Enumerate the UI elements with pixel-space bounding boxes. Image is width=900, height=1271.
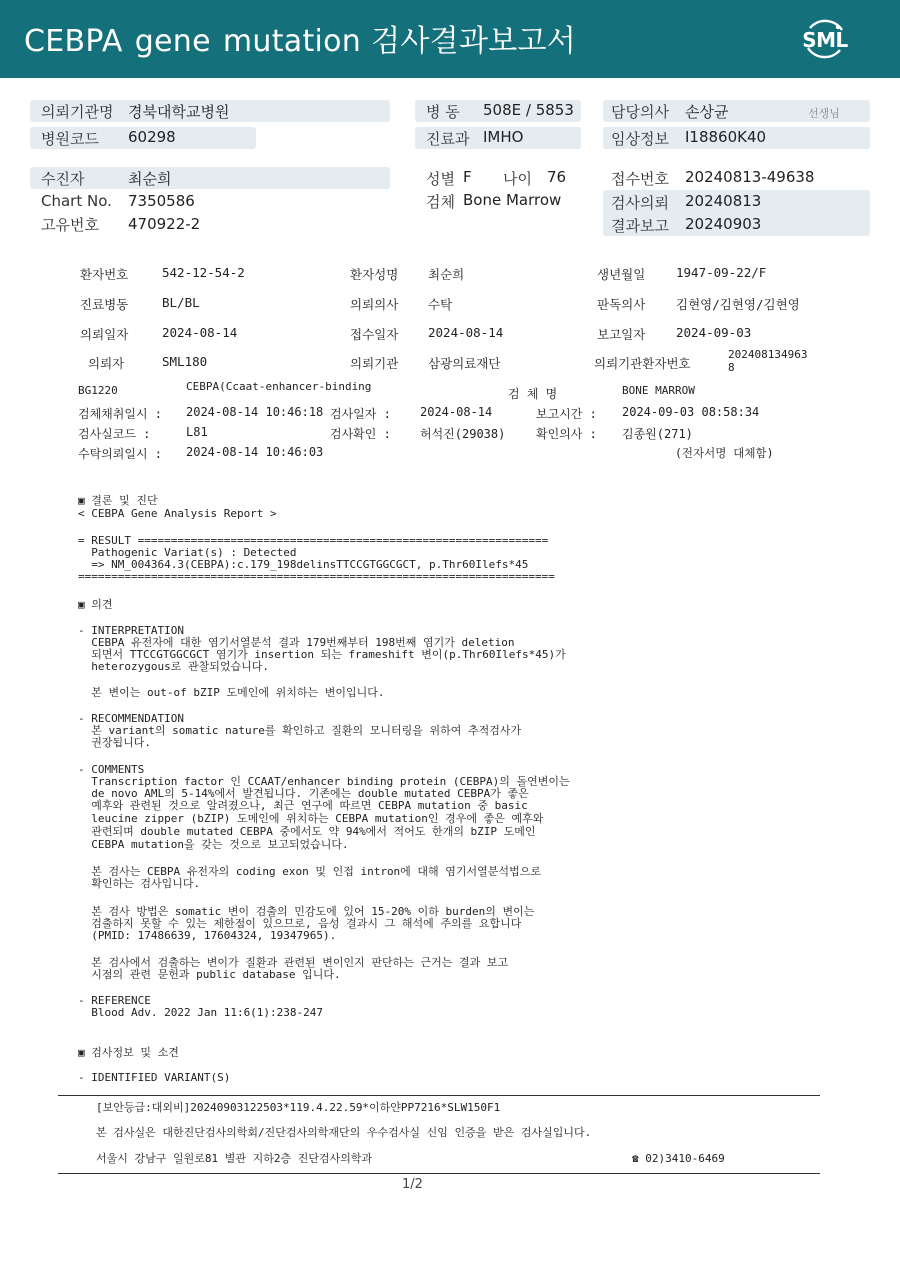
specimen-name-value: BONE MARROW	[622, 384, 695, 397]
hospital-code-value: 60298	[128, 128, 176, 146]
receipt-value: 20240813-49638	[685, 168, 815, 186]
clinical-label: 임상정보	[611, 130, 669, 148]
report-date-value: 20240903	[685, 215, 762, 233]
result-line: => NM_004364.3(CEBPA):c.179_198delinsTTCCGTGGCGCT, p.Thr60Ilefs*45	[78, 558, 529, 571]
identified-variants-heading: - IDENTIFIED VARIANT(S)	[78, 1071, 231, 1084]
interpretation-line: 본 변이는 out-of bZIP 도메인에 위치하는 변이입니다.	[78, 686, 385, 699]
doctor-value: 손상균	[685, 103, 729, 121]
interpretation-line: heterozygous로 관찰되었습니다.	[78, 660, 269, 673]
specimen-name-label: 검 체 명	[508, 387, 558, 401]
section-conclusion-heading: ▣ 결론 및 진단	[78, 494, 158, 507]
reference-line: Blood Adv. 2022 Jan 11:6(1):238-247	[78, 1006, 324, 1019]
result-divider: ========================================================================	[78, 570, 555, 583]
dept-value: IMHO	[483, 128, 524, 146]
test-code: BG1220	[78, 384, 118, 397]
receipt-label: 접수번호	[611, 170, 669, 188]
specimen-label: 검체	[426, 193, 455, 211]
meta-label: 수탁의뢰일시 :	[78, 447, 163, 461]
security-line: [보안등급:대외비]20240903122503*119.4.22.59*이하얀PP7216*SLW150F1	[96, 1101, 501, 1114]
scan-value: 1947-09-22/F	[676, 265, 767, 280]
scan-value: 삼광의료재단	[428, 356, 501, 371]
uid-value: 470922-2	[128, 215, 201, 233]
scan-label: 환자번호	[80, 267, 129, 282]
scan-label: 의뢰자	[88, 356, 125, 371]
scan-value: 수탁	[428, 297, 453, 312]
interpretation-line: 되면서 TTCCGTGGCGCT 염기가 insertion 되는 frameshift 변이(p.Thr60Ilefs*45)가	[78, 648, 566, 661]
comment-line: 시점의 관련 문헌과 public database 입니다.	[78, 968, 341, 981]
logo-text: SML	[802, 28, 848, 52]
comments-heading: - COMMENTS	[78, 763, 145, 776]
footer-top-line	[58, 1095, 820, 1096]
scan-label: 진료병동	[80, 297, 129, 312]
scan-label: 의뢰일자	[80, 327, 129, 342]
report-title	[24, 16, 576, 60]
reference-heading: - REFERENCE	[78, 994, 151, 1007]
meta-label: 검사실코드 :	[78, 427, 151, 441]
footer-bottom-line	[58, 1173, 820, 1174]
scan-label: 생년월일	[597, 267, 646, 282]
title-gene-name: CEBPA	[24, 24, 123, 59]
title-word-report: 검사결과보고서	[371, 24, 577, 59]
scan-label: 접수일자	[350, 327, 399, 342]
scan-label: 환자성명	[350, 267, 399, 282]
scan-label: 판독의사	[597, 297, 646, 312]
sex-label: 성별	[426, 170, 455, 188]
request-label: 검사의뢰	[611, 194, 669, 212]
recommendation-line: 권장됩니다.	[78, 736, 151, 749]
scan-value-wrap: 8	[728, 361, 735, 374]
scan-value: 김현영/김현영/김현영	[676, 297, 800, 312]
uid-label: 고유번호	[41, 216, 99, 234]
address-line: 서울시 강남구 일원로81 별관 지하2층 진단검사의학과	[96, 1152, 373, 1165]
certification-line: 본 검사실은 대한진단검사의학회/진단검사의학재단의 우수검사실 신임 인증을 받은 검사실입니다.	[96, 1126, 592, 1139]
sml-logo	[800, 14, 850, 64]
comment-line: Transcription factor 인 CCAAT/enhancer binding protein (CEBPA)의 돌연변이는	[78, 775, 570, 788]
hospital-label: 의뢰기관명	[41, 103, 114, 121]
meta-value: L81	[186, 425, 208, 439]
e-signature-note: (전자서명 대체함)	[675, 446, 774, 460]
scan-value: 2024-09-03	[676, 325, 752, 340]
title-word-mutation: mutation	[222, 24, 362, 59]
scan-value: 최순희	[428, 267, 465, 282]
comment-line: 검출하지 못할 수 있는 제한점이 있으므로, 음성 결과시 그 해석에 주의를 요합니다	[78, 917, 522, 930]
patient-value: 최순희	[128, 170, 172, 188]
recommendation-heading: - RECOMMENDATION	[78, 712, 184, 725]
comment-line: 관련되며 double mutated CEBPA 중에서도 약 94%에서 적어도 한개의 bZIP 도메인	[78, 825, 536, 838]
scan-label: 보고일자	[597, 327, 646, 342]
meta-value: 2024-08-14	[420, 405, 493, 419]
scan-value: 542-12-54-2	[162, 265, 245, 280]
result-heading: = RESULT ==============================================================	[78, 534, 549, 547]
meta-value: 2024-08-14 10:46:03	[186, 445, 324, 459]
comment-line: de novo AML의 5-14%에서 발견됩니다. 기존에는 double mutated CEBPA가 좋은	[78, 787, 529, 800]
scan-value: SML180	[162, 354, 208, 369]
comment-line: 본 검사 방법은 somatic 변이 검출의 민감도에 있어 15-20% 이하 burden의 변이는	[78, 905, 535, 918]
section-test-info-heading: ▣ 검사정보 및 소견	[78, 1046, 179, 1059]
scan-value: 2024-08-14	[162, 325, 238, 340]
meta-label: 검사일자 :	[330, 407, 391, 421]
result-line: Pathogenic Variat(s) : Detected	[78, 546, 297, 559]
report-header	[0, 0, 900, 78]
specimen-value: Bone Marrow	[463, 191, 562, 209]
scan-label: 의뢰의사	[350, 297, 399, 312]
phone-line: ☎ 02)3410-6469	[632, 1152, 725, 1165]
meta-value: 김종원(271)	[622, 427, 693, 441]
age-value: 76	[547, 168, 567, 186]
scan-value: BL/BL	[162, 295, 200, 310]
hospital-value: 경북대학교병원	[128, 103, 230, 121]
meta-label: 보고시간 :	[536, 407, 597, 421]
report-date-label: 결과보고	[611, 217, 669, 235]
ward-label: 병 동	[426, 103, 460, 121]
request-value: 20240813	[685, 192, 762, 210]
meta-value: 허석진(29038)	[420, 427, 506, 441]
scan-label: 의뢰기관	[350, 356, 399, 371]
dept-label: 진료과	[426, 130, 470, 148]
ward-value: 508E / 5853	[483, 101, 574, 119]
interpretation-line: CEBPA 유전자에 대한 염기서열분석 결과 179번째부터 198번째 염기가 deletion	[78, 636, 515, 649]
comment-line: 확인하는 검사입니다.	[78, 877, 201, 890]
comment-line: CEBPA mutation을 갖는 것으로 보고되었습니다.	[78, 838, 349, 851]
title-word-gene: gene	[134, 24, 211, 59]
meta-label: 확인의사 :	[536, 427, 597, 441]
recommendation-line: 본 variant의 somatic nature를 확인하고 질환의 모니터링을 위하여 추적검사가	[78, 724, 522, 737]
comment-line: 본 검사는 CEBPA 유전자의 coding exon 및 인접 intron에 대해 염기서열분석법으로	[78, 865, 541, 878]
age-label: 나이	[503, 170, 532, 188]
doctor-suffix: 선생님	[808, 107, 840, 120]
section-opinion-heading: ▣ 의견	[78, 598, 113, 611]
sex-value: F	[463, 168, 472, 186]
meta-value: 2024-08-14 10:46:18	[186, 405, 324, 419]
patient-label: 수진자	[41, 170, 85, 188]
doctor-label: 담당의사	[611, 103, 669, 121]
meta-value: 2024-09-03 08:58:34	[622, 405, 760, 419]
comment-line: 본 검사에서 검출하는 변이가 질환과 관련된 변이인지 판단하는 근거는 결과 보고	[78, 956, 509, 969]
comment-line: leucine zipper (bZIP) 도메인에 위치하는 CEBPA mutation인 경우에 좋은 예후와	[78, 812, 544, 825]
scan-value: 202408134963	[728, 348, 808, 361]
meta-label: 검체채취일시 :	[78, 407, 163, 421]
scan-value: 2024-08-14	[428, 325, 504, 340]
meta-label: 검사확인 :	[330, 427, 391, 441]
test-name: CEBPA(Ccaat-enhancer-binding	[186, 380, 372, 393]
comment-line: (PMID: 17486639, 17604324, 19347965).	[78, 929, 337, 942]
chart-value: 7350586	[128, 192, 195, 210]
scan-label: 의뢰기관환자번호	[594, 356, 691, 371]
clinical-value: I18860K40	[685, 128, 767, 146]
chart-label: Chart No.	[41, 192, 112, 210]
hospital-code-label: 병원코드	[41, 130, 99, 148]
interpretation-heading: - INTERPRETATION	[78, 624, 184, 637]
report-subtitle: < CEBPA Gene Analysis Report >	[78, 507, 277, 520]
page-number: 1/2	[402, 1177, 423, 1192]
comment-line: 예후와 관련된 것으로 알려졌으나, 최근 연구에 따르면 CEBPA mutation 중 basic	[78, 799, 528, 812]
